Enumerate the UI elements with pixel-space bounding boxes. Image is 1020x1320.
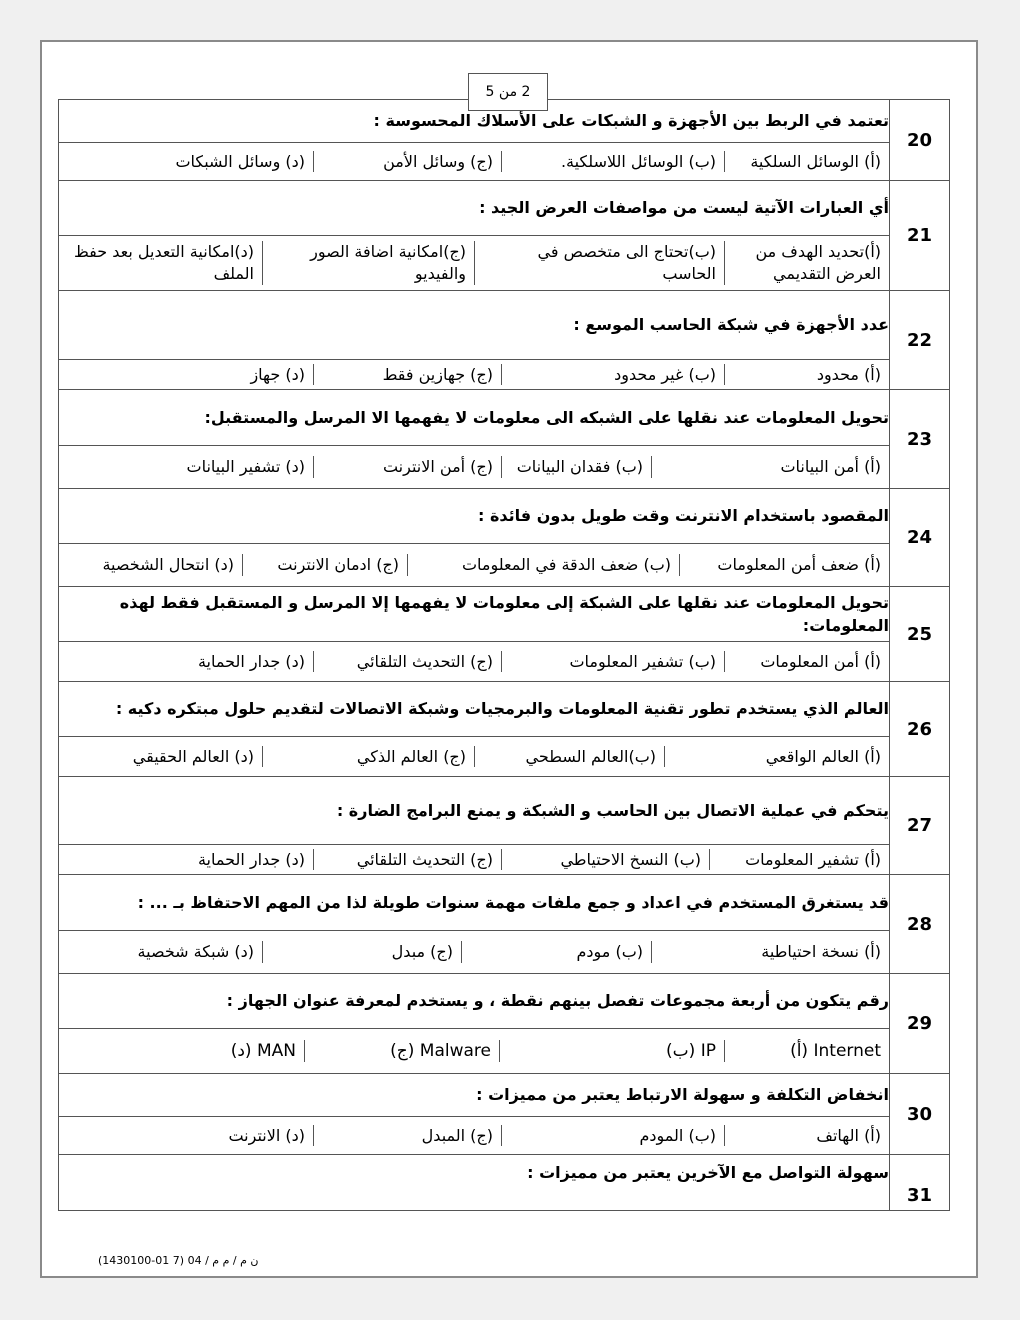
question-number: 22 [890, 291, 950, 390]
options-row [59, 931, 890, 974]
question-text: تحويل المعلومات عند نقلها على الشبكه الى معلومات لا يفهمها الا المرسل والمستقبل: [59, 390, 890, 446]
options-row [59, 737, 890, 777]
option-c[interactable]: (ج) وسائل الأمن [313, 151, 501, 173]
option-d[interactable]: (د) جدار الحماية [197, 849, 305, 869]
option-c[interactable]: (ج) جهازين فقط [313, 364, 501, 386]
option-d[interactable]: (د) جهاز [250, 364, 305, 384]
option-b[interactable]: (ب) غير محدود [501, 364, 724, 386]
option-a[interactable]: (أ) تشفير المعلومات [709, 849, 889, 871]
option-d[interactable]: (د) انتحال الشخصية [102, 555, 234, 575]
question-number: 23 [890, 390, 950, 489]
option-b[interactable]: (ب) تشفير المعلومات [501, 651, 724, 673]
option-a[interactable]: (أ) نسخة احتياطية [651, 941, 889, 963]
option-a[interactable]: (أ) محدود [724, 364, 889, 386]
option-c[interactable]: (ج) التحديث التلقائي [313, 849, 501, 871]
option-a[interactable]: (أ)تحديد الهدف من العرض التقديمي [724, 241, 889, 284]
question-text: عدد الأجهزة في شبكة الحاسب الموسع : [59, 291, 890, 360]
question-text: أي العبارات الآتية ليست من مواصفات العرض الجيد : [59, 181, 890, 236]
question-number: 21 [890, 181, 950, 291]
option-d[interactable]: (د)امكانية التعديل بعد حفظ الملف [73, 242, 254, 283]
option-c[interactable]: Malware (ج) [304, 1040, 499, 1063]
question-text: العالم الذي يستخدم تطور تقنية المعلومات والبرمجيات وشبكة الاتصالات لتقديم حلول مبتكره دكيه : [59, 682, 890, 737]
options-row [59, 143, 890, 181]
question-text: سهولة التواصل مع الآخرين يعتبر من مميزات : [59, 1155, 890, 1211]
question-number: 20 [890, 100, 950, 181]
options-row [59, 1117, 890, 1155]
option-b[interactable]: IP (ب) [499, 1040, 724, 1063]
option-c[interactable]: (ج) ادمان الانترنت [242, 554, 407, 576]
option-b[interactable]: (ب) ضعف الدقة في المعلومات [407, 554, 679, 576]
options-row [59, 1029, 890, 1074]
option-a[interactable]: (أ) أمن البيانات [651, 456, 889, 478]
option-a[interactable]: (أ) ضعف أمن المعلومات [679, 554, 889, 576]
question-text: رقم يتكون من أربعة مجموعات تفصل بينهم نقطة ، و يستخدم لمعرفة عنوان الجهاز : [59, 974, 890, 1029]
question-text: تعتمد في الربط بين الأجهزة و الشبكات على الأسلاك المحسوسة : [59, 100, 890, 143]
option-d[interactable]: MAN (د) [230, 1040, 296, 1061]
options-row [59, 845, 890, 875]
question-number: 25 [890, 587, 950, 682]
option-d[interactable]: (د) شبكة شخصية [137, 942, 254, 962]
question-text: انخفاض التكلفة و سهولة الارتباط يعتبر من مميزات : [59, 1074, 890, 1117]
question-text: المقصود باستخدام الانترنت وقت طويل بدون فائدة : [59, 489, 890, 544]
question-number: 31 [890, 1155, 950, 1211]
option-a[interactable]: (أ) الوسائل السلكية [724, 151, 889, 173]
option-c[interactable]: (ج) أمن الانترنت [313, 456, 501, 478]
questions-table [58, 99, 950, 1211]
option-d[interactable]: (د) جدار الحماية [197, 651, 305, 671]
option-c[interactable]: (ج) العالم الذكي [262, 746, 474, 768]
option-b[interactable]: (ب) الوسائل اللاسلكية. [501, 151, 724, 173]
option-c[interactable]: (ج) مبدل [262, 941, 461, 963]
page-number-tag: 2 من 5 [468, 73, 548, 111]
option-a[interactable]: (أ) العالم الواقعي [664, 746, 889, 768]
question-number: 27 [890, 777, 950, 875]
option-d[interactable]: (د) العالم الحقيقي [132, 746, 254, 766]
option-d[interactable]: (د) الانترنت [228, 1125, 305, 1145]
option-a[interactable]: (أ) الهاتف [724, 1125, 889, 1147]
option-d[interactable]: (د) وسائل الشبكات [175, 151, 305, 171]
question-number: 24 [890, 489, 950, 587]
options-row [59, 236, 890, 291]
question-text: قد يستغرق المستخدم في اعداد و جمع ملفات مهمة سنوات طويلة لذا من المهم الاحتفاظ بـ ... : [59, 875, 890, 931]
option-b[interactable]: (ب)العالم السطحي [474, 746, 664, 768]
footer-code: ن م / م م / 04 (7 01-1430100) [98, 1254, 259, 1267]
option-c[interactable]: (ج) المبدل [313, 1125, 501, 1147]
options-row [59, 360, 890, 390]
option-b[interactable]: (ب) فقدان البيانات [501, 456, 651, 478]
question-number: 28 [890, 875, 950, 974]
question-number: 29 [890, 974, 950, 1074]
option-b[interactable]: (ب)تحتاج الى متخصص في الحاسب [474, 241, 724, 284]
question-number: 30 [890, 1074, 950, 1155]
option-a[interactable]: (أ) أمن المعلومات [724, 651, 889, 673]
option-d[interactable]: (د) تشفير البيانات [186, 457, 305, 477]
option-b[interactable]: (ب) المودم [501, 1125, 724, 1147]
option-b[interactable]: (ب) مودم [461, 941, 651, 963]
option-c[interactable]: (ج)امكانية اضافة الصور والفيديو [262, 241, 474, 284]
question-text: يتحكم في عملية الاتصال بين الحاسب و الشبكة و يمنع البرامج الضارة : [59, 777, 890, 845]
option-a[interactable]: Internet (أ) [724, 1040, 889, 1063]
options-row [59, 446, 890, 489]
option-c[interactable]: (ج) التحديث التلقائي [313, 651, 501, 673]
question-number: 26 [890, 682, 950, 777]
option-b[interactable]: (ب) النسخ الاحتياطي [501, 849, 709, 871]
options-row [59, 642, 890, 682]
question-text: تحويل المعلومات عند نقلها على الشبكة إلى معلومات لا يفهمها إلا المرسل و المستقبل فقط لهذه المعلومات: [59, 587, 890, 642]
options-row [59, 544, 890, 587]
